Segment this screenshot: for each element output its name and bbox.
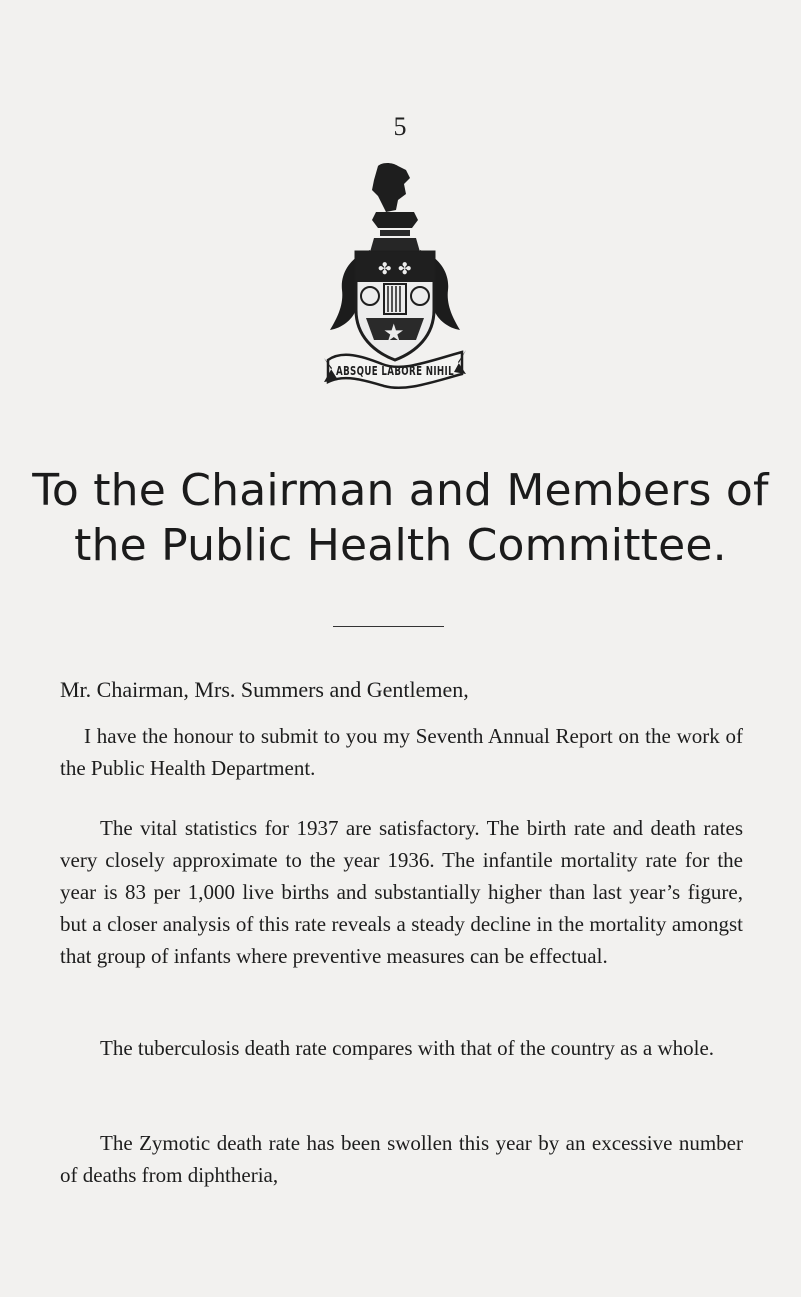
crest-helmet (370, 163, 420, 252)
motto-text: ABSQUE LABORE NIHIL (336, 364, 454, 378)
coat-of-arms-emblem (322, 160, 468, 410)
salutation: Mr. Chairman, Mrs. Summers and Gentlemen, (60, 677, 469, 702)
paragraph-4: The Zymotic death rate has been swollen this year by an excessive number of deaths from diphtheria, (60, 1131, 743, 1187)
paragraph-2: The vital statistics for 1937 are satisfactory. The birth rate and death rates very closely approximate to the year 1936. The infantile mortality rate for the year is 83 per 1,000 live births and substantially higher than last year’s figure, but a closer analysis of this rate reveals a steady decline in the mortality amongst that group of infants where preventive measures can be effectual. (60, 816, 743, 968)
svg-text:✤: ✤ (378, 259, 392, 278)
svg-text:★: ★ (383, 319, 405, 347)
divider-rule (333, 626, 444, 627)
heading-line-2: the Public Health Committee. (74, 520, 727, 571)
paragraph-3: The tuberculosis death rate compares with that of the country as a whole. (100, 1036, 715, 1060)
paragraph-1: I have the honour to submit to you my Seventh Annual Report on the work of the Public Health Department. (60, 724, 743, 780)
shield (356, 252, 434, 360)
svg-text:✤: ✤ (398, 259, 412, 278)
heading-line-1: To the Chairman and Members of (32, 465, 769, 516)
page-number: 5 (393, 112, 407, 141)
